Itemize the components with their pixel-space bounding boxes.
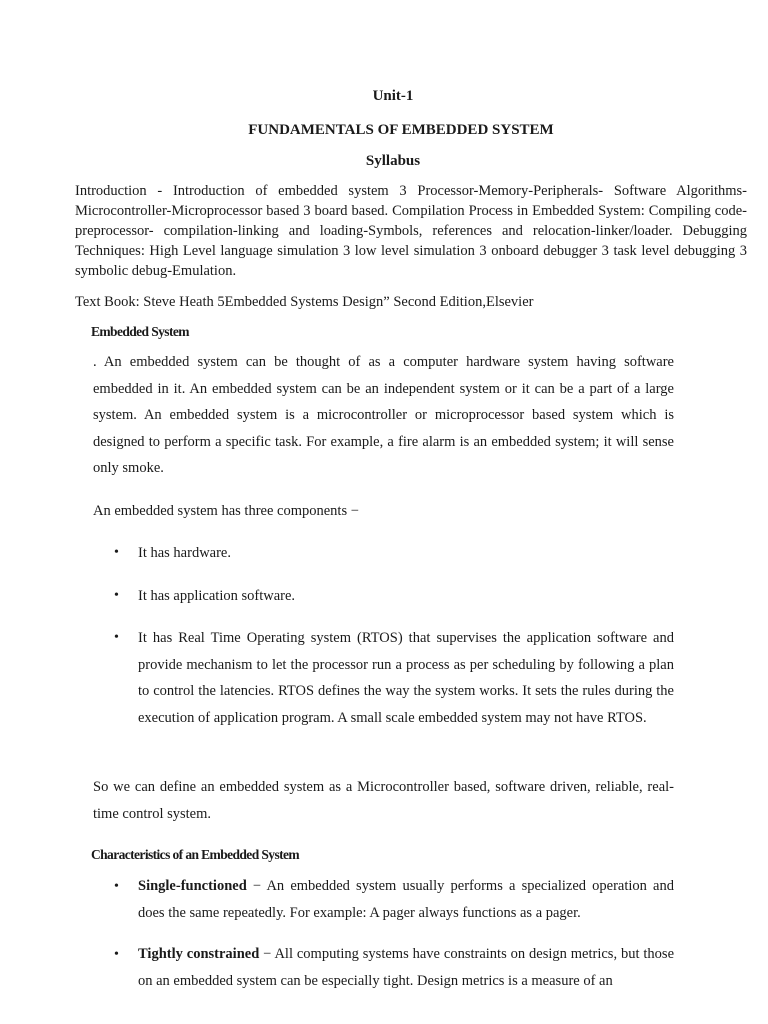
bullet-icon: •	[114, 587, 119, 603]
definition-paragraph: So we can define an embedded system as a Microcontroller based, software driven, reliable, real-time control system.	[93, 779, 674, 822]
list-item	[93, 583, 674, 610]
document-title: FUNDAMENTALS OF EMBEDDED SYSTEM	[248, 122, 554, 138]
list-item	[93, 540, 674, 567]
bullet-icon: •	[114, 630, 119, 645]
section-heading-characteristics: Characteristics of an Embedded System	[91, 847, 300, 862]
list-item	[93, 873, 674, 927]
embedded-system-intro-paragraph: . An embedded system can be thought of as a computer hardware system having software embedded in it. An embedded system can be an independent system or it can be a part of a large system. An embedded system is a microcontroller or microprocessor based system which is designed to perform a specific task. For example, a fire alarm is an embedded system; it will sense only smoke.	[93, 354, 674, 476]
list-item	[93, 941, 674, 995]
list-item	[93, 625, 674, 731]
components-intro-paragraph: An embedded system has three components −	[93, 503, 359, 519]
bullet-icon: •	[114, 879, 119, 894]
syllabus-heading: Syllabus	[365, 153, 421, 169]
unit-heading: Unit-1	[372, 88, 414, 104]
bullet-icon: •	[114, 545, 119, 560]
characteristic-term: Tightly constrained	[138, 946, 260, 962]
components-list	[93, 540, 674, 747]
bullet-icon: •	[114, 947, 119, 962]
syllabus-paragraph: Introduction - Introduction of embedded system 3 Processor-Memory-Peripherals- Software Algorithms- Microcontroller-Microprocessor based 3 board based. Compilation Process in Embedded System: Compiling code-preprocessor- compilation-linking and loading-Symbols, references and relocation-linker/loader. Debugging Techniques: High Level language simulation 3 low level simulation 3 onboard debugger 3 task level debugging 3 symbolic debug-Emulation.	[75, 183, 747, 279]
section-heading-embedded-system: Embedded System	[91, 324, 189, 339]
textbook-reference: Text Book: Steve Heath 5Embedded Systems Design” Second Edition,Elsevier	[75, 294, 534, 310]
list-item-text: It has hardware.	[138, 545, 231, 561]
characteristic-description: − An embedded system usually performs a specialized operation and does the same repeatedly. For example: A pager always functions as a pager.	[138, 878, 674, 921]
characteristic-description: − All computing systems have constraints on design metrics, but those on an embedded system can be especially tight. Design metrics is a measure of an	[138, 946, 675, 989]
characteristics-list	[93, 873, 674, 1009]
list-item-text: It has Real Time Operating system (RTOS) that supervises the application software and provide mechanism to let the processor run a process as per scheduling by following a plan to control the latencies. RTOS defines the way the system works. It sets the rules during the execution of application program. A small scale embedded system may not have RTOS.	[138, 630, 674, 726]
list-item-text: It has application software.	[138, 587, 296, 604]
characteristic-term: Single-functioned	[138, 878, 247, 894]
